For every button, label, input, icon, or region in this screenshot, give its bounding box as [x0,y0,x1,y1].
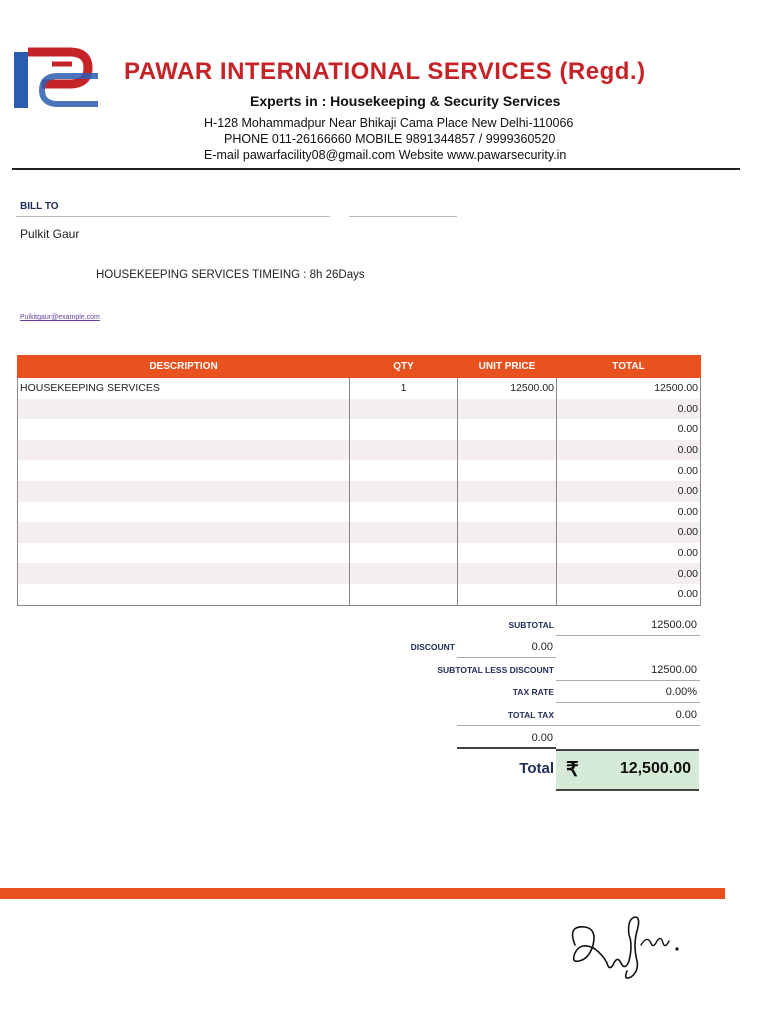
summary-rule [457,657,556,658]
total-rule [457,747,556,749]
row-unit-price [458,399,557,420]
client-email-link[interactable]: Pulkitgaur@example.com [20,314,100,321]
row-total: 0.00 [557,563,701,584]
table-row [18,460,701,481]
row-total: 0.00 [557,502,701,523]
row-qty [350,522,458,543]
total-tax-value: 0.00 [675,709,697,721]
row-description [18,543,350,564]
row-description [18,440,350,461]
row-unit-price [458,481,557,502]
row-total: 0.00 [557,440,701,461]
service-timing-note: HOUSEKEEPING SERVICES TIMEING : 8h 26Days [96,269,365,281]
company-address: H-128 Mohammadpur Near Bhikaji Cama Place New Delhi-110066 [204,116,574,130]
row-description [18,399,350,420]
total-tax-label: TOTAL TAX [507,710,554,720]
row-total: 0.00 [557,522,701,543]
row-qty [350,502,458,523]
row-total: 0.00 [557,543,701,564]
row-unit-price [458,522,557,543]
bill-to-label: BILL TO [20,201,59,212]
row-qty [350,584,458,605]
bill-to-underline [16,216,330,217]
header-divider [12,168,740,170]
column-header-qty: QTY [350,356,458,378]
subtotal-label: SUBTOTAL [508,620,554,630]
row-unit-price [458,563,557,584]
row-description: HOUSEKEEPING SERVICES [18,378,350,399]
rupee-icon: ₹ [566,759,579,781]
row-unit-price [458,502,557,523]
row-description [18,419,350,440]
row-total: 0.00 [557,399,701,420]
table-row [18,522,701,543]
subtotal-less-discount-value: 12500.00 [651,664,697,676]
table-row [18,502,701,523]
company-name: PAWAR INTERNATIONAL SERVICES (Regd.) [124,58,646,85]
row-total: 12500.00 [557,378,701,399]
row-unit-price [458,584,557,605]
row-description [18,563,350,584]
row-description [18,522,350,543]
company-logo [12,46,102,112]
total-label: Total [519,760,554,777]
column-header-total: TOTAL [557,356,701,378]
column-header-description: DESCRIPTION [18,356,350,378]
row-unit-price [458,543,557,564]
summary-rule [457,725,700,726]
row-qty [350,460,458,481]
row-qty: 1 [350,378,458,399]
company-email-website: E-mail pawarfacility08@gmail.com Website www.pawarsecurity.in [204,148,567,162]
row-qty [350,399,458,420]
column-header-unit-price: UNIT PRICE [458,356,557,378]
invoice-items-table [17,355,701,606]
table-header-row [18,356,701,378]
table-row [18,419,701,440]
row-unit-price [458,440,557,461]
row-unit-price [458,460,557,481]
footer-bar [0,888,725,899]
company-phone: PHONE 011-26166660 MOBILE 9891344857 / 9999360520 [224,132,556,146]
subtotal-less-discount-label: SUBTOTAL LESS DISCOUNT [437,665,554,675]
table-row [18,440,701,461]
row-qty [350,419,458,440]
summary-rule [556,702,700,703]
summary-rule [556,635,700,636]
row-unit-price: 12500.00 [458,378,557,399]
row-description [18,481,350,502]
row-description [18,502,350,523]
discount-value: 0.00 [531,641,553,653]
table-row [18,481,701,502]
table-row [18,584,701,605]
row-qty [350,543,458,564]
signature [565,905,695,985]
row-qty [350,481,458,502]
tax-rate-label: TAX RATE [512,687,554,697]
table-row [18,378,701,399]
extra-summary-value: 0.00 [531,732,553,744]
table-row [18,563,701,584]
client-name: Pulkit Gaur [20,227,80,241]
bill-to-underline-2 [349,216,457,217]
row-description [18,584,350,605]
row-qty [350,563,458,584]
table-row [18,543,701,564]
subtotal-value: 12500.00 [651,619,697,631]
row-total: 0.00 [557,460,701,481]
row-unit-price [458,419,557,440]
table-row [18,399,701,420]
summary-rule [556,680,700,681]
tax-rate-value: 0.00% [665,686,697,698]
grand-total-value: 12,500.00 [619,760,691,777]
row-total: 0.00 [557,481,701,502]
grand-total-box [556,749,699,791]
row-total: 0.00 [557,419,701,440]
row-total: 0.00 [557,584,701,605]
discount-label: DISCOUNT [410,642,455,652]
row-qty [350,440,458,461]
row-description [18,460,350,481]
company-tagline: Experts in : Housekeeping & Security Services [250,93,561,109]
